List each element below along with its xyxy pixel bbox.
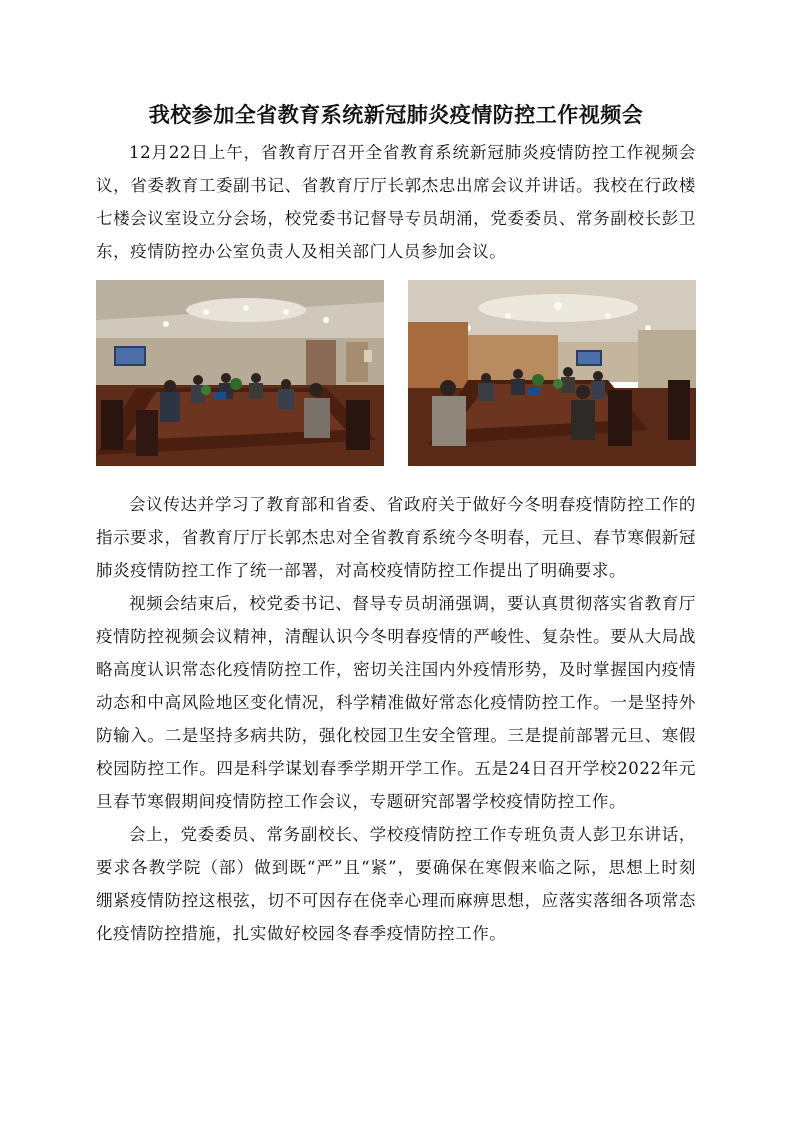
- paragraph-2: 会议传达并学习了教育部和省委、省政府关于做好今冬明春疫情防控工作的指示要求，省教育厅厅长郭杰忠对全省教育系统今冬明春，元旦、春节寒假新冠肺炎疫情防控工作了统一部署，对高校疫情防控工作提出了明确要求。: [96, 495, 696, 580]
- paragraph-1: 12月22日上午，省教育厅召开全省教育系统新冠肺炎疫情防控工作视频会议，省委教育工委副书记、省教育厅厅长郭杰忠出席会议并讲话。我校在行政楼七楼会议室设立分会场，校党委书记督导专员胡涌，党委委员、常务副校长彭卫东，疫情防控办公室负责人及相关部门人员参加会议。: [96, 143, 696, 261]
- article: [96, 100, 696, 950]
- meeting-photo-left: [96, 280, 384, 466]
- photo-row: [96, 280, 696, 466]
- paragraph-4: 会上，党委委员、常务副校长、学校疫情防控工作专班负责人彭卫东讲话，要求各教学院（部）做到既“严”且“紧”，要确保在寒假来临之际，思想上时刻绷紧疫情防控这根弦，切不可因存在侥幸心理而麻痹思想，应落实落细各项常态化疫情防控措施，扎实做好校园冬春季疫情防控工作。: [96, 825, 696, 943]
- article-title: 我校参加全省教育系统新冠肺炎疫情防控工作视频会: [148, 103, 644, 127]
- meeting-photo-right: [408, 280, 696, 466]
- paragraph-3: 视频会结束后，校党委书记、督导专员胡涌强调，要认真贯彻落实省教育厅疫情防控视频会议精神，清醒认识今冬明春疫情的严峻性、复杂性。要从大局战略高度认识常态化疫情防控工作，密切关注国内外疫情形势，及时掌握国内疫情动态和中高风险地区变化情况，科学精准做好常态化疫情防控工作。一是坚持外防输入。二是坚持多病共防，强化校园卫生安全管理。三是提前部署元旦、寒假校园防控工作。四是科学谋划春季学期开学工作。五是24日召开学校2022年元旦春节寒假期间疫情防控工作会议，专题研究部署学校疫情防控工作。: [96, 594, 696, 811]
